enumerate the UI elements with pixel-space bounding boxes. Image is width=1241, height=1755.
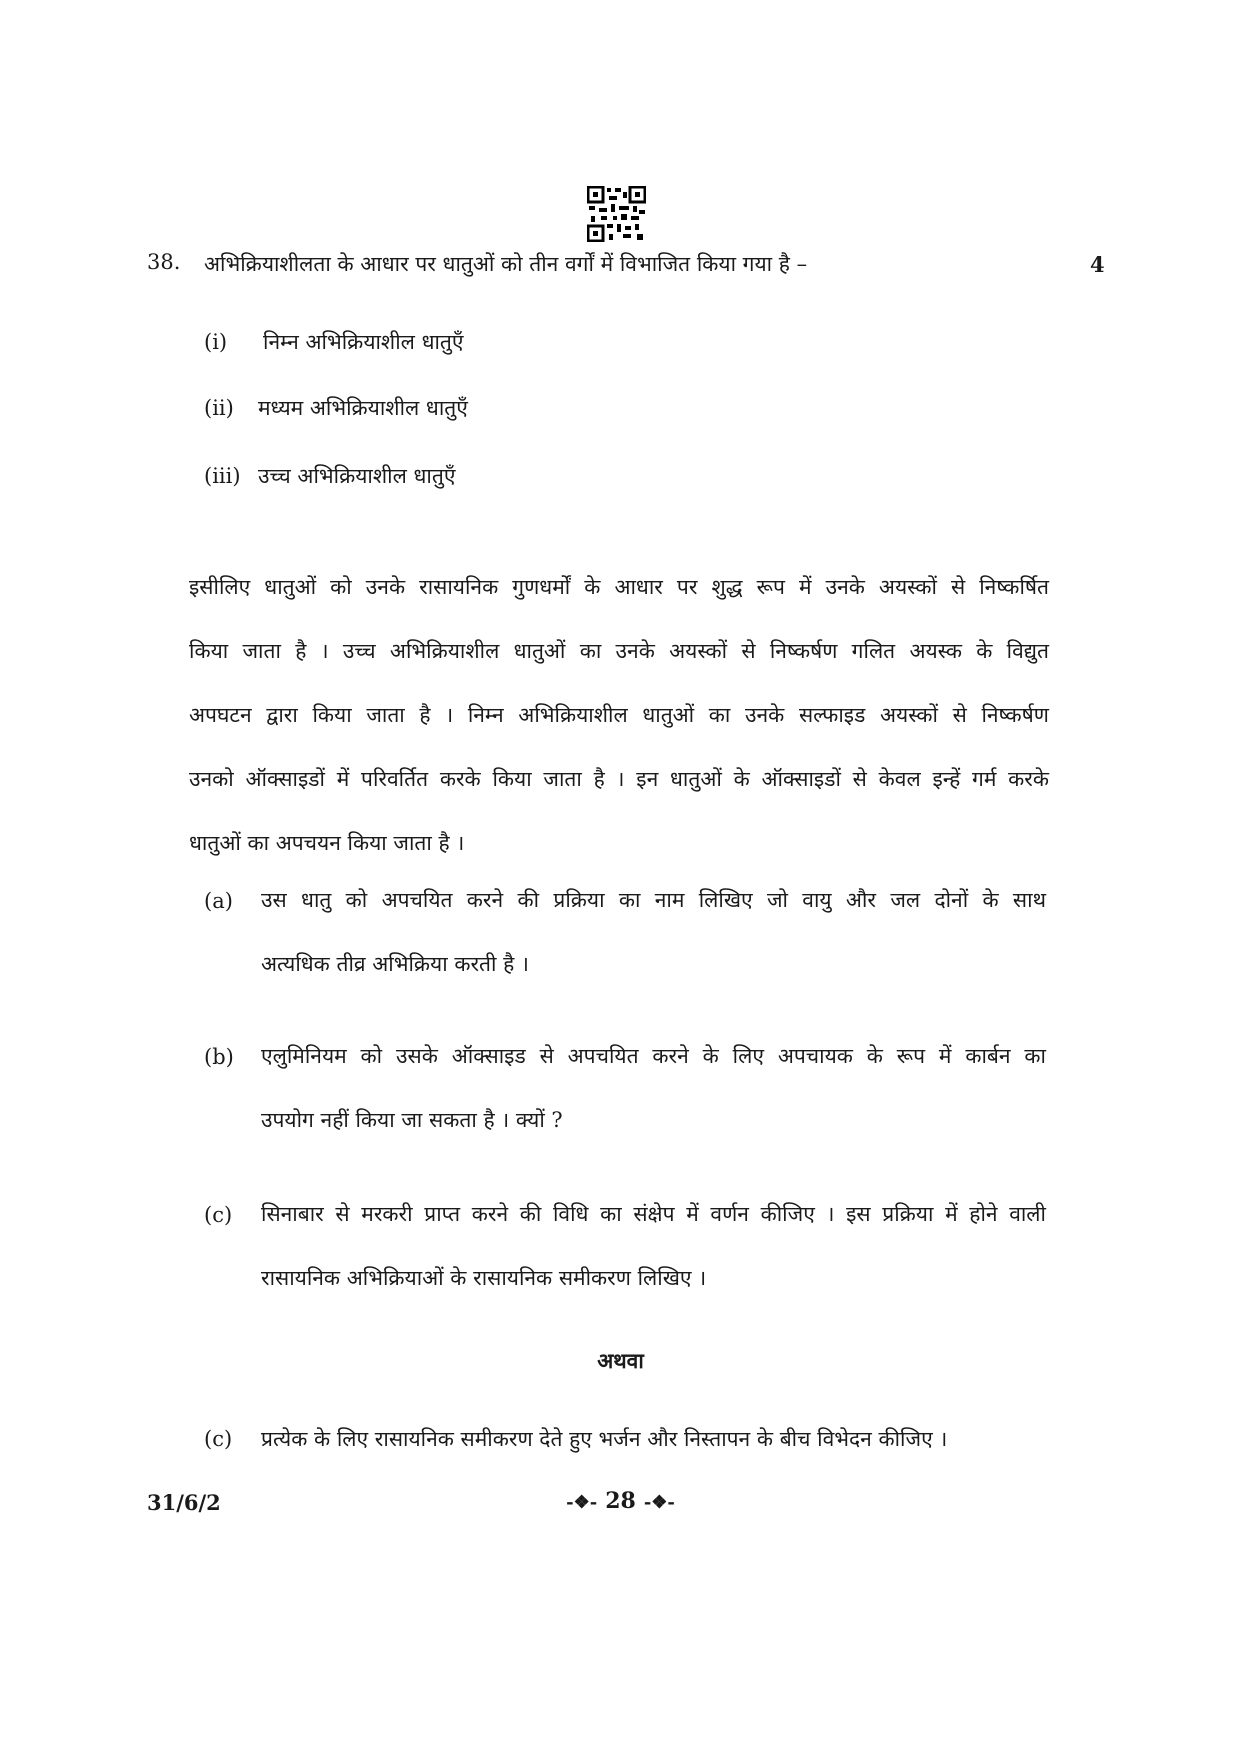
or-label: अथवा: [597, 1348, 644, 1373]
part-label-b: (b): [204, 1045, 234, 1069]
paper-code: 31/6/2: [147, 1490, 221, 1515]
part-line: रासायनिक अभिक्रियाओं के रासायनिक समीकरण लिखिए ।: [261, 1266, 707, 1290]
part-text-b: [261, 1024, 1046, 1152]
paragraph-line: धातुओं का अपचयन किया जाता है ।: [189, 831, 465, 855]
part-text-a: [261, 868, 1046, 996]
alt-part-text: प्रत्येक के लिए रासायनिक समीकरण देते हुए भर्जन और निस्तापन के बीच विभेदन कीजिए ।: [261, 1427, 948, 1451]
category-text: मध्यम अभिक्रियाशील धातुएँ: [258, 396, 468, 420]
paragraph-line: किया जाता है । उच्च अभिक्रियाशील धातुओं का उनके अयस्कों से निष्कर्षण गलित अयस्क के विद्युत: [189, 639, 1049, 663]
part-line: उपयोग नहीं किया जा सकता है । क्यों ?: [261, 1108, 563, 1132]
paragraph-line: इसीलिए धातुओं को उनके रासायनिक गुणधर्मों के आधार पर शुद्ध रूप में उनके अयस्कों से निष्कर्षित: [189, 575, 1049, 599]
question-number: 38.: [147, 250, 181, 274]
ornament-left: -❖-: [566, 1491, 598, 1513]
page-number: 28: [605, 1488, 636, 1514]
part-label-c: (c): [204, 1203, 233, 1227]
paragraph-line: उनको ऑक्साइडों में परिवर्तित करके किया जाता है । इन धातुओं के ऑक्साइडों से केवल इन्हें गर्म करके: [189, 767, 1049, 791]
question-stem: अभिक्रियाशीलता के आधार पर धातुओं को तीन वर्गों में विभाजित किया गया है –: [204, 252, 808, 276]
category-label: (ii): [204, 396, 234, 420]
qr-code-icon: [587, 186, 646, 242]
part-line: उस धातु को अपचयित करने की प्रक्रिया का नाम लिखिए जो वायु और जल दोनों के साथ: [261, 888, 1046, 912]
question-marks: 4: [1090, 252, 1105, 277]
context-paragraph: [189, 555, 1049, 875]
category-label: (iii): [204, 464, 241, 488]
category-text: उच्च अभिक्रियाशील धातुएँ: [258, 464, 456, 488]
category-label: (i): [204, 330, 228, 354]
category-text: निम्न अभिक्रियाशील धातुएँ: [263, 330, 464, 354]
paragraph-line: अपघटन द्वारा किया जाता है । निम्न अभिक्रियाशील धातुओं का उनके सल्फाइड अयस्कों से निष्कर्षण: [189, 703, 1049, 727]
part-line: अत्यधिक तीव्र अभिक्रिया करती है ।: [261, 952, 529, 976]
part-text-c: [261, 1182, 1046, 1310]
part-line: सिनाबार से मरकरी प्राप्त करने की विधि का संक्षेप में वर्णन कीजिए । इस प्रक्रिया में होने वाली: [261, 1202, 1046, 1226]
part-line: एलुमिनियम को उसके ऑक्साइड से अपचयित करने के लिए अपचायक के रूप में कार्बन का: [261, 1044, 1046, 1068]
part-label-a: (a): [204, 889, 233, 913]
alt-part-label: (c): [204, 1427, 233, 1451]
ornament-right: -❖-: [643, 1491, 675, 1513]
page-number-row: [0, 1488, 1241, 1514]
